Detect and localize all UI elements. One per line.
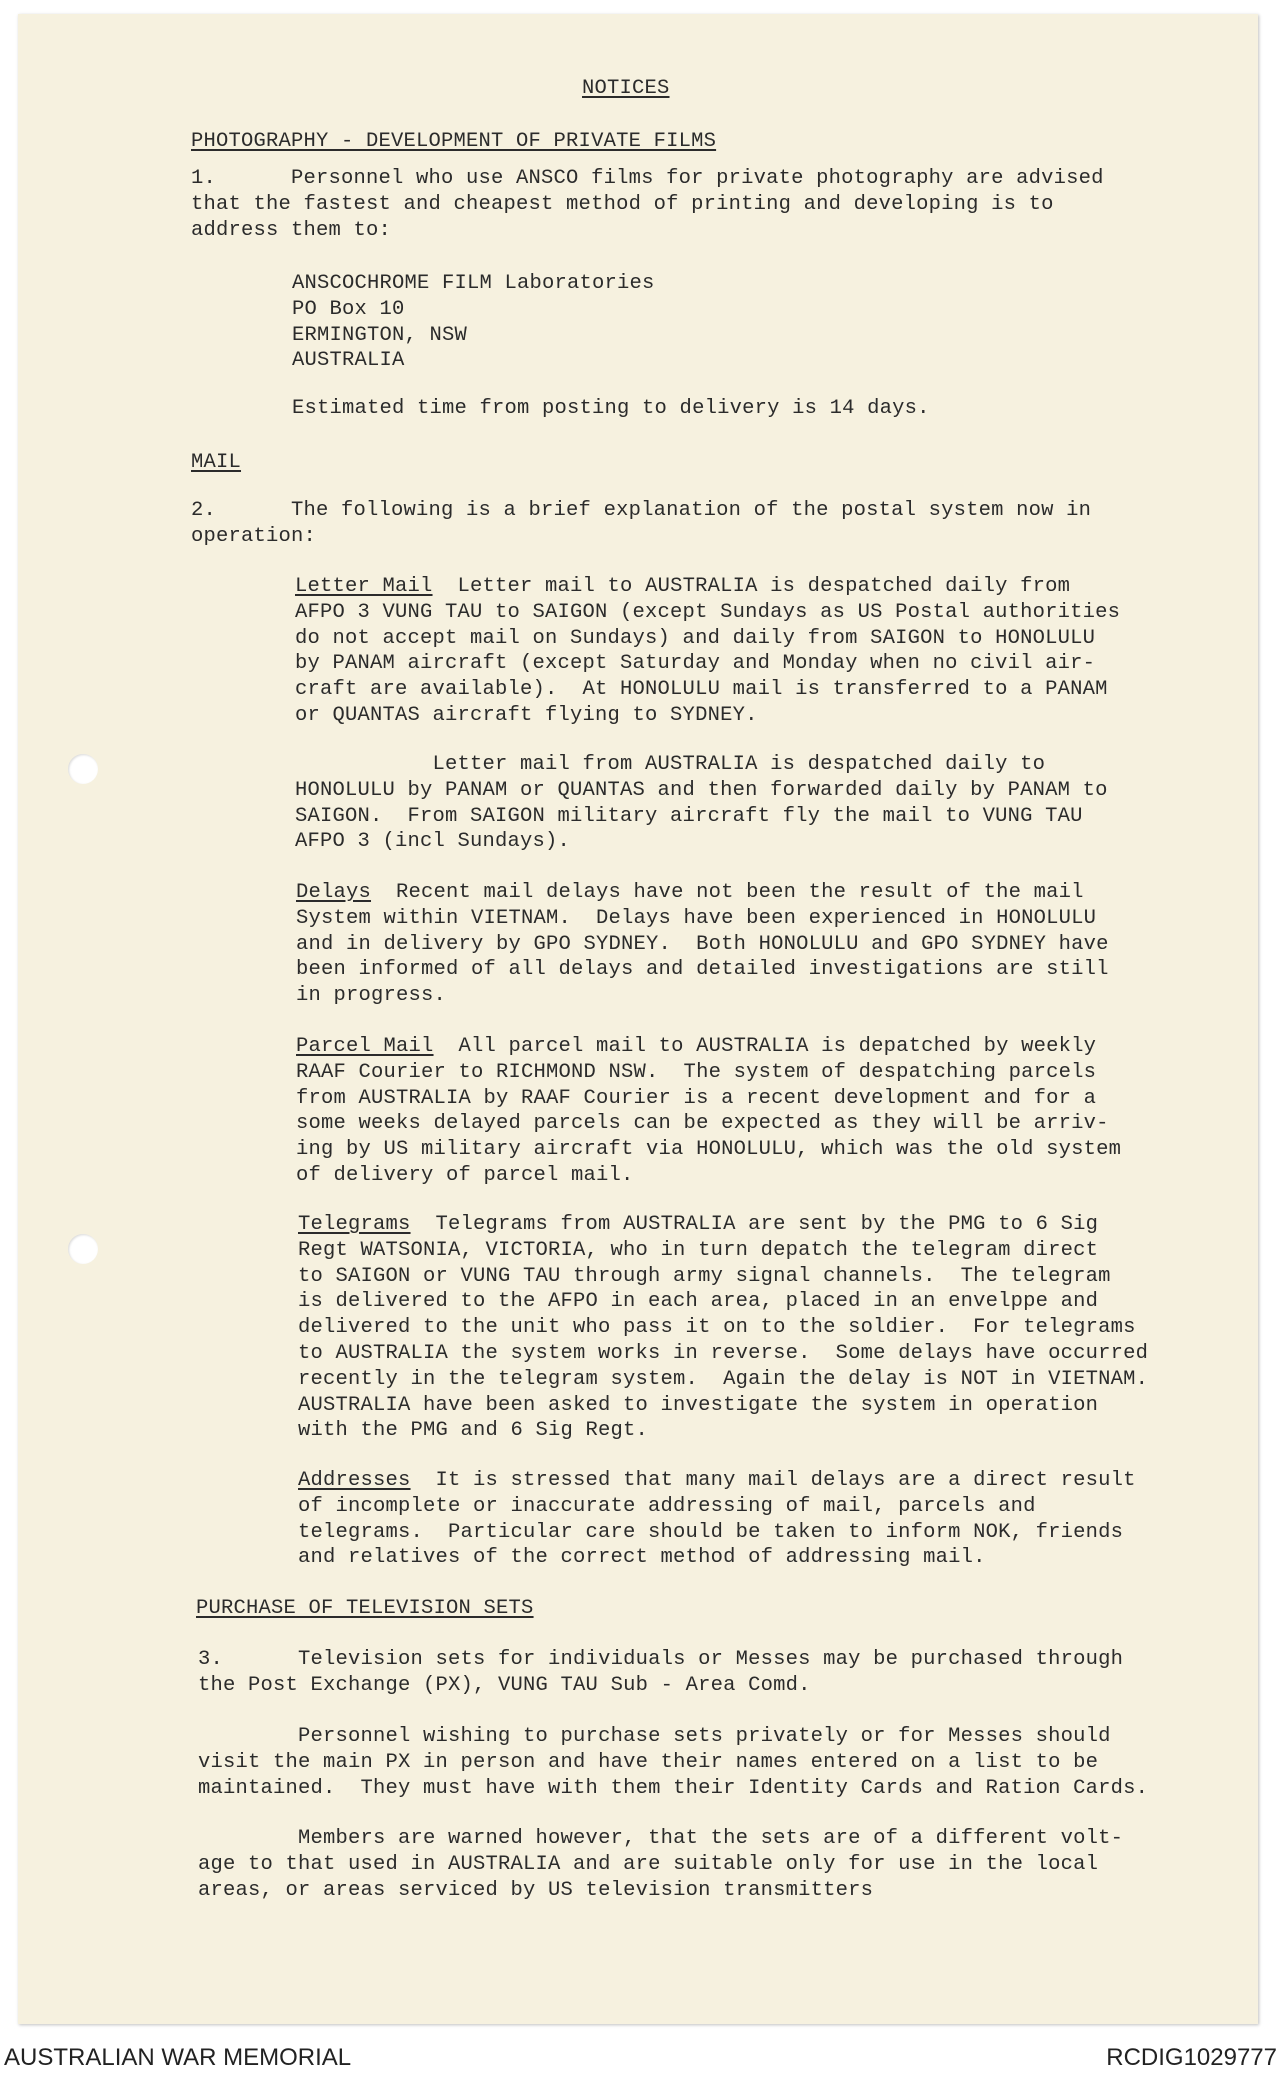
parcel-mail-label: Parcel Mail bbox=[296, 1035, 434, 1058]
parcel-mail-text: All parcel mail to AUSTRALIA is depatched by weekly RAAF Courier to RICHMOND NSW. The system of despatching parcels from AUSTRALIA by RAAF Courier is a recent development and for a some weeks delayed parcels can be expected as they will be arriv- ing by US military aircraft via HONOLULU, which was the old system of delivery of parcel mail. bbox=[296, 1035, 1122, 1187]
delivery-estimate: Estimated time from posting to delivery is 14 days. bbox=[292, 397, 930, 420]
delays-block bbox=[296, 880, 1109, 1009]
footer-institution: AUSTRALIAN WAR MEMORIAL bbox=[4, 2044, 352, 2071]
delays-text: Recent mail delays have not been the result of the mail System within VIETNAM. Delays have been experienced in HONOLULU and in delivery by GPO SYDNEY. Both HONOLULU and GPO SYDNEY have been informed of all delays and detailed investigations are still in progress. bbox=[296, 881, 1109, 1008]
letter-mail-text-2: Letter mail from AUSTRALIA is despatched daily to HONOLULU by PANAM or QUANTAS and then forwarded daily by PANAM to SAIGON. From SAIGON military aircraft fly the mail to VUNG TAU AFPO 3 (incl Sundays). bbox=[295, 753, 1108, 854]
punch-hole-bottom bbox=[68, 1234, 98, 1264]
paragraph-3c: Members are warned however, that the sets are of a different volt- age to that used in AUSTRALIA and are suitable only for use in the local areas, or areas serviced by US television transmitters bbox=[198, 1827, 1124, 1902]
telegrams-block bbox=[298, 1212, 1148, 1444]
notices-title: NOTICES bbox=[582, 77, 670, 100]
lab-address: ANSCOCHROME FILM Laboratories PO Box 10 ERMINGTON, NSW AUSTRALIA bbox=[292, 272, 655, 373]
addresses-text: It is stressed that many mail delays are a direct result of incomplete or inaccurate addressing of mail, parcels and telegrams. Particular care should be taken to inform NOK, friends and relatives of the correct method of addressing mail. bbox=[298, 1469, 1136, 1570]
letter-mail-label: Letter Mail bbox=[295, 575, 433, 598]
letter-mail-block bbox=[295, 574, 1120, 729]
delays-label: Delays bbox=[296, 881, 372, 904]
paragraph-2: 2. The following is a brief explanation of the postal system now in operation: bbox=[191, 499, 1092, 548]
telegrams-label: Telegrams bbox=[298, 1213, 411, 1236]
television-heading: PURCHASE OF TELEVISION SETS bbox=[196, 1597, 534, 1620]
telegrams-text: Telegrams from AUSTRALIA are sent by the PMG to 6 Sig Regt WATSONIA, VICTORIA, who in turn depatch the telegram direct to SAIGON or VUNG TAU through army signal channels. The telegram is delivered to the AFPO in each area, placed in an envelppe and delivered to the unit who pass it on to the soldier. For telegrams to AUSTRALIA the system works in reverse. Some delays have occurred recently in the telegram system. Again the delay is NOT in VIETNAM. AUSTRALIA have been asked to investigate the system in operation with the PMG and 6 Sig Regt. bbox=[298, 1213, 1149, 1443]
punch-hole-top bbox=[68, 754, 98, 784]
parcel-mail-block bbox=[296, 1034, 1121, 1189]
paragraph-3: 3. Television sets for individuals or Messes may be purchased through the Post Exchange (PX), VUNG TAU Sub - Area Comd. bbox=[198, 1648, 1124, 1697]
addresses-block bbox=[298, 1468, 1136, 1571]
footer-record-id: RCDIG1029777 bbox=[1106, 2044, 1277, 2071]
photography-heading: PHOTOGRAPHY - DEVELOPMENT OF PRIVATE FILMS bbox=[191, 130, 717, 153]
addresses-label: Addresses bbox=[298, 1469, 411, 1492]
mail-heading: MAIL bbox=[191, 451, 242, 474]
paragraph-1: 1. Personnel who use ANSCO films for private photography are advised that the fastest and cheapest method of printing and developing is to address them to: bbox=[191, 167, 1104, 242]
letter-mail-text: Letter mail to AUSTRALIA is despatched daily from AFPO 3 VUNG TAU to SAIGON (except Sundays as US Postal authorities do not accept mail on Sundays) and daily from SAIGON to HONOLULU by PANAM aircraft (except Saturday and Monday when no civil air- craft are available). At HONOLULU mail is transferred to a PANAM or QUANTAS aircraft flying to SYDNEY. bbox=[295, 575, 1121, 727]
paragraph-3b: Personnel wishing to purchase sets privately or for Messes should visit the main PX in person and have their names entered on a list to be maintained. They must have with them their Identity Cards and Ration Cards. bbox=[198, 1725, 1149, 1800]
